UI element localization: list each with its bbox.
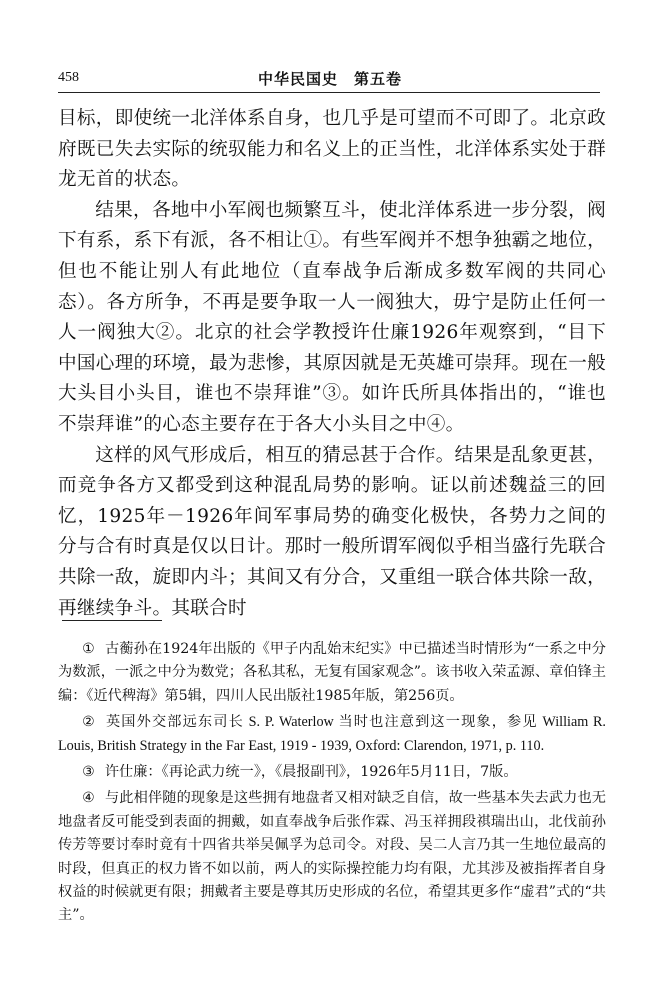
paragraph: 这样的风气形成后，相互的猜忌甚于合作。结果是乱象更甚，而竞争各方又都受到这种混乱局势的影响。证以前述魏益三的回忆，1925年－1926年间军事局势的确变化极快，各势力之间的分与合有时真是仅以日计。那时一般所谓军阀似乎相当盛行先联合共除一敌，旋即内斗；其间又有分合，又重组一联合体共除一敌，再继续争斗。其联合时 (58, 444, 606, 619)
running-title: 中华民国史 第五卷 (258, 70, 403, 88)
main-text (58, 104, 606, 624)
paragraph: 目标，即使统一北洋体系自身，也几乎是可望而不可即了。北京政府既已失去实际的统驭能力和名义上的正当性，北洋体系实处于群龙无首的状态。 (58, 108, 606, 191)
footnote-text: 古蘅孙在1924年出版的《甲子内乱始末纪实》中已描述当时情形为“一系之中分为数派，一派之中分为数党；各私其私，无复有国家观念”。该书收入荣孟源、章伯锋主编：《近代稗海》第5辑，四川人民出版社1985年版，第256页。 (58, 641, 606, 704)
footnote (58, 761, 606, 784)
footnote-number: ② (82, 714, 96, 731)
footnote-number: ③ (82, 764, 95, 781)
footnote-number: ① (82, 641, 95, 657)
footnote-text: 英国外交部远东司长 S. P. Waterlow 当时也注意到这一现象，参见 William R. Louis, British Strategy in the Far East, 1919 - 1939, Oxford: Clarendon, 1971, p. 110. (58, 714, 606, 754)
footnote-divider (62, 620, 162, 621)
page-number: 458 (58, 70, 79, 85)
footnote (58, 787, 606, 927)
paragraph: 结果，各地中小军阀也频繁互斗，使北洋体系进一步分裂，阀下有系，系下有派，各不相让①。有些军阀并不想争独霸之地位，但也不能让别人有此地位（直奉战争后渐成多数军阀的共同心态）。各方所争，不再是要争取一人一阀独大，毋宁是防止任何一人一阀独大②。北京的社会学教授许仕廉1926年观察到，“目下中国心理的环境，最为悲惨，其原因就是无英雄可崇拜。现在一般大头目小头目，谁也不崇拜谁”③。如许氏所具体指出的，“谁也不崇拜谁”的心态主要存在于各大小头目之中④。 (58, 199, 606, 435)
footnote (58, 638, 606, 708)
footnotes (58, 638, 606, 931)
running-header (58, 68, 600, 93)
footnote-text: 许仕廉：《再论武力统一》，《晨报副刊》，1926年5月11日，7版。 (104, 764, 518, 781)
footnote-number: ④ (82, 790, 95, 807)
footnote-text: 与此相伴随的现象是这些拥有地盘者又相对缺乏自信，故一些基本失去武力也无地盘者反可能受到表面的拥戴，如直奉战争后张作霖、冯玉祥拥段祺瑞出山，北伐前孙传芳等要讨奉时竟有十四省共举吴佩孚为总司令。对段、吴二人言乃其一生地位最高的时段，但真正的权力皆不如以前，两人的实际操控能力均有限，尤其涉及被指挥者自身权益的时候就更有限；拥戴者主要是尊其历史形成的名位，希望其更多作“虚君”式的“共主”。 (58, 790, 606, 924)
footnote (58, 711, 606, 758)
